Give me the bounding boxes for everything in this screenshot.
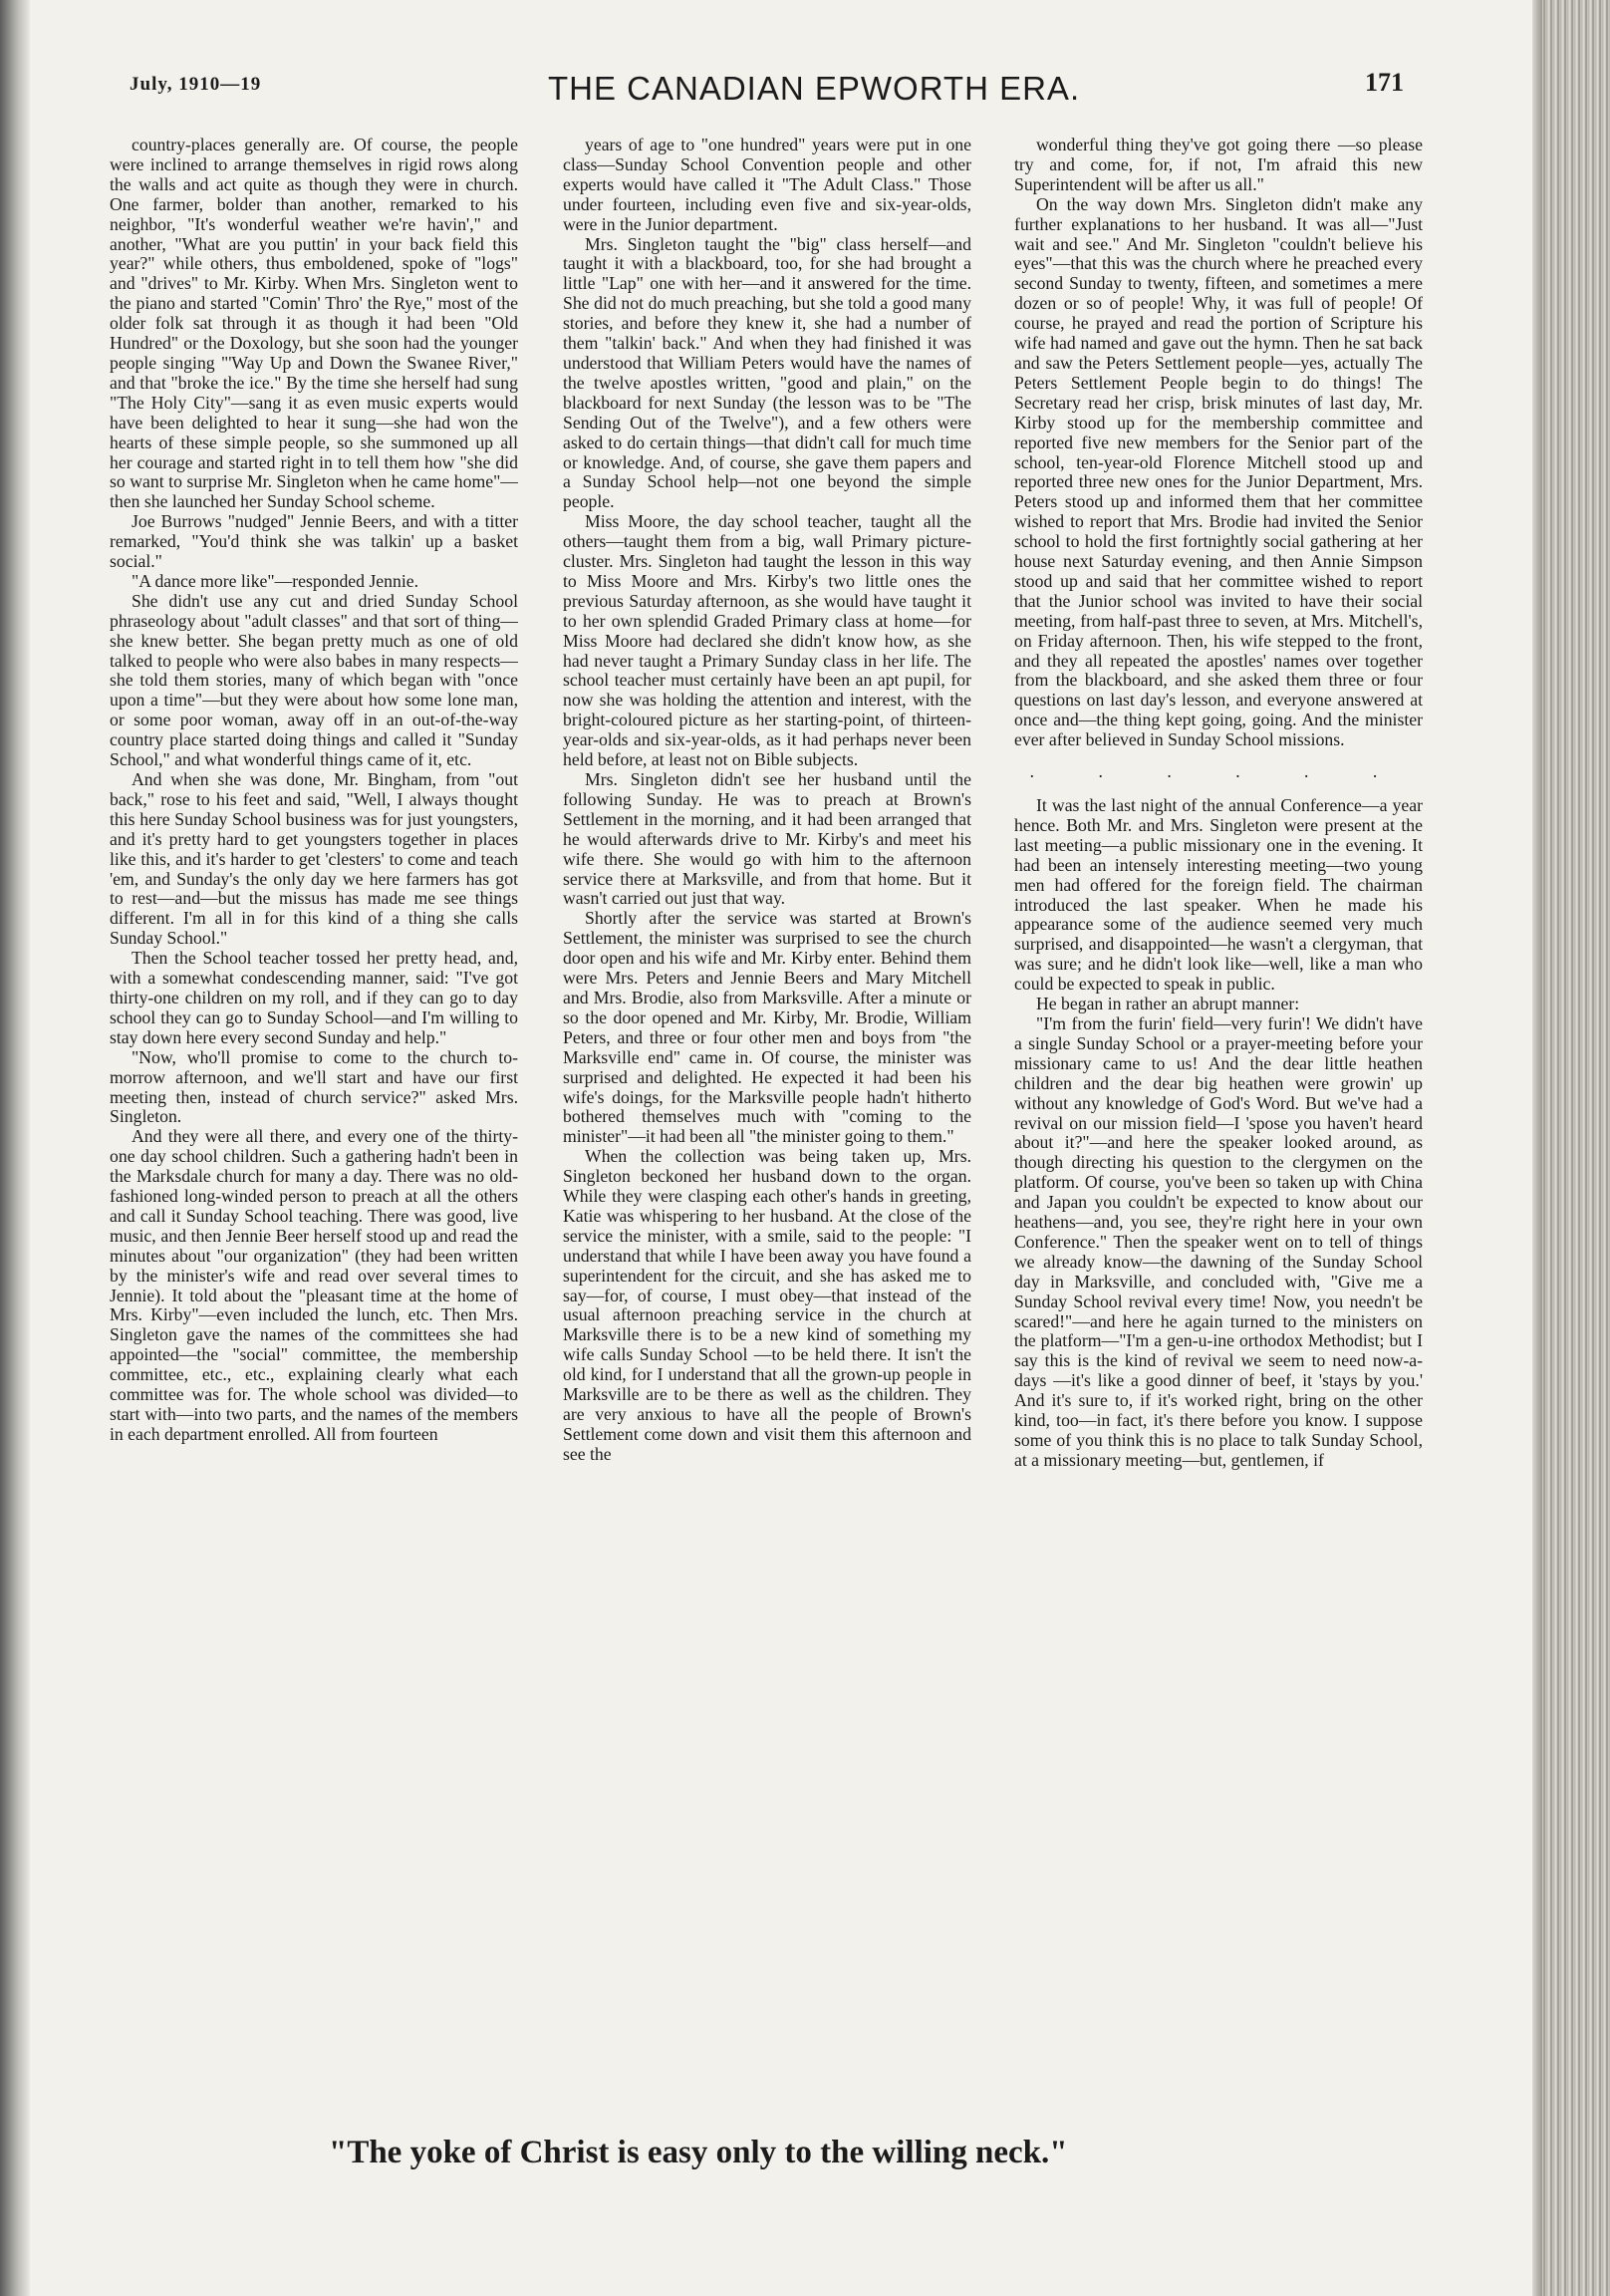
- paragraph: He began in rather an abrupt manner:: [1036, 994, 1300, 1014]
- paragraph: Then the School teacher tossed her pretty head, and, with a somewhat condescending manner, said: "I've got thirty-one children on my roll, and if they can go to day school they can go to Sunday School—and I'm willing to stay down here every second Sunday and help.": [110, 948, 518, 1047]
- paragraph: When the collection was being taken up, Mrs. Singleton beckoned her husband down to the organ. While they were clasping each other's hands in greeting, Katie was whispering to her husband. At the close of the service the minister, with a smile, said to the people: "I understand that while I have been away you have found a superintendent for the circuit, and she has asked me to say—for, of course, I must obey—that instead of the usual afternoon preaching service in the church at Marksville there is to be a new kind of something my wife calls Sunday School —to be held there. It isn't the old kind, for I understand that all the grown-up people in Marksville are to be there as well as the children. They are very anxious to have all the people of Brown's Settlement come down and visit them this afternoon and see the: [563, 1146, 971, 1464]
- paragraph: years of age to "one hundred" years were put in one class—Sunday School Convention people and other experts would have called it "The Adult Class." Those under fourteen, including even five and six-year-olds, were in the Junior department.: [563, 136, 971, 234]
- section-break-dots: . . . . . .: [1029, 761, 1408, 782]
- paragraph: "Now, who'll promise to come to the church to-morrow afternoon, and we'll start and have our first meeting then, instead of church service?" asked Mrs. Singleton.: [110, 1046, 518, 1127]
- book-binding-left: [0, 0, 30, 2296]
- footer-motto: "The yoke of Christ is easy only to the willing neck.": [329, 2135, 1068, 2170]
- paragraph: country-places generally are. Of course, the people were inclined to arrange themselves in rigid rows along the walls and act quite as though they were in church. One farmer, bolder than another, remarked to his neighbor, "It's wonderful weather we're havin'," and another, "What are you puttin' in your back field this year?" while others, thus emboldened, spoke of "logs" and "drives" to Mr. Kirby. When Mrs. Singleton went to the piano and started "Comin' Thro' the Rye," most of the older folk sat through it as though it had been "Old Hundred" or the Doxology, but she soon had the younger people singing "'Way Up and Down the Swanee River," and that "broke the ice." By the time she herself had sung "The Holy City"—sang it as even music experts would have been delighted to hear it sung—she had won the hearts of these simple people, so she summoned up all her courage and started right in to tell them how "she did so want to surprise Mr. Singleton when he came home"—then she launched her Sunday School scheme.: [110, 136, 518, 512]
- paragraph: Shortly after the service was started at Brown's Settlement, the minister was surprised to see the church door open and his wife and Mr. Kirby enter. Behind them were Mrs. Peters and Jennie Beers and Mary Mitchell and Mrs. Brodie, also from Marksville. After a minute or so the door opened and Mr. Kirby, Mr. Brodie, William Peters, and three or four other men and boys from "the Marksville end" came in. Of course, the minister was surprised and delighted. He expected it had been his wife's doings, for the Marksville people hadn't hitherto bothered themselves much with "coming to the minister"—it had been all "the minister going to them.": [563, 908, 971, 1147]
- paragraph: "I'm from the furin' field—very furin'! We didn't have a single Sunday School or a prayer-meeting before your missionary came to us! And the dear little heathen children and the dear big heathen were growin' up without any knowledge of God's Word. But we've had a revival on our mission field—I 'spose you haven't heard about it?"—and here the speaker looked around, as though directing his question to the clergymen on the platform. Of course, you've been so taken up with China and Japan you couldn't be expected to know about our heathens—and, you see, they're right here in your own Conference." Then the speaker went on to tell of things we already know—the dawning of the Sunday School day in Marksville, and concluded with, "Give me a Sunday School revival every time! Now, you needn't be scared!"—and here he again turned to the ministers on the platform—"I'm a gen-u-ine orthodox Methodist; but I say this is the kind of revival we seem to need now-a-days —it's like a good dinner of beef, it 'stays by you.' And it's sure to, if it's worked right, bring on the other kind, too—in fact, it's there before you know. I suppose some of you think this is no place to talk Sunday School, at a missionary meeting—but, gentlemen, if: [1014, 1012, 1423, 1470]
- paragraph: wonderful thing they've got going there —so please try and come, for, if not, I'm afraid this new Superintendent will be after us all.": [1014, 136, 1423, 194]
- magazine-page: [30, 0, 1532, 2296]
- text-column-3: [1014, 136, 1423, 2114]
- publication-title: THE CANADIAN EPWORTH ERA.: [548, 70, 1081, 107]
- book-page-edges: [1532, 0, 1610, 2296]
- paragraph: On the way down Mrs. Singleton didn't make any further explanations to her husband. It was all—"Just wait and see." And Mr. Singleton "couldn't believe his eyes"—that this was the church where he preached every second Sunday to twenty, fifteen, and sometimes a mere dozen or so of people! Why, it was full of people! Of course, he prayed and read the portion of Scripture his wife had named and gave out the hymn. Then he sat back and saw the Peters Settlement people—yes, actually The Peters Settlement People begin to do things! The Secretary read her crisp, brisk minutes of last day, Mr. Kirby stood up for the membership committee and reported five new members for the Senior part of the school, ten-year-old Florence Mitchell stood up and reported three new ones for the Junior Department, Mrs. Peters stood up and informed them that her committee wished to report that Mrs. Brodie had invited the Senior school to hold the first fortnightly social gathering at her house next Saturday evening, and then Annie Simpson stood up and said that her committee wished to report that the Junior school was invited to have their social meeting, from half-past three to seven, at Mrs. Mitchell's, on Friday afternoon. Then, his wife stepped to the front, and they all repeated the apostles' names over together from the blackboard, and she asked them three or four questions on last day's lesson, and everyone answered at once and—the thing kept going, going. And the minister ever after believed in Sunday School missions.: [1014, 193, 1423, 750]
- paragraph: And they were all there, and every one of the thirty-one day school children. Such a gathering hadn't been in the Marksdale church for many a day. There was no old-fashioned long-winded person to preach at all the others and call it Sunday School teaching. There was good, live music, and then Jennie Beer herself stood up and read the minutes about "our organization" (they had been written by the minister's wife and read over several times to Jennie). It told about the "pleasant time at the home of Mrs. Kirby"—even included the lunch, etc. Then Mrs. Singleton gave the names of the committees she had appointed—the "social" committee, the membership committee, etc., etc., explaining clearly what each committee was for. The whole school was divided—to start with—into two parts, and the names of the members in each department enrolled. All from fourteen: [110, 1126, 518, 1444]
- paragraph: "A dance more like"—responded Jennie.: [132, 570, 419, 591]
- paragraph: Mrs. Singleton didn't see her husband until the following Sunday. He was to preach at Brown's Settlement in the morning, and it had been arranged that he would afterwards drive to Mr. Kirby's and meet his wife there. She would go with him to the afternoon service there at Marksville, and from that home. But it wasn't carried out just that way.: [563, 769, 971, 909]
- paragraph: And when she was done, Mr. Bingham, from "out back," rose to his feet and said, "Well, I always thought this here Sunday School business was for just youngsters, and it's pretty hard to get youngsters together in places like this, and it's harder to get 'clesters' to come and teach 'em, and Sunday's the only day we here farmers has got to rest—and—but the missus has made me see things different. I'm all in for this kind of a thing she calls Sunday School.": [110, 769, 518, 949]
- paragraph: She didn't use any cut and dried Sunday School phraseology about "adult classes" and that sort of thing—she knew better. She began pretty much as one of old talked to people who were also babes in many respects—she told them stories, many of which began with "once upon a time"—but they were about how some lone man, or some poor woman, away off in an out-of-the-way country place started doing things and called it "Sunday School," and what wonderful things came of it, etc.: [110, 590, 518, 770]
- page-number: 171: [1365, 68, 1404, 97]
- text-column-1: [110, 136, 518, 2114]
- issue-date: July, 1910—19: [130, 74, 262, 95]
- paragraph: It was the last night of the annual Conference—a year hence. Both Mr. and Mrs. Singleton were present at the last meeting—a public missionary one in the evening. It had been an intensely interesting meeting—two young men had offered for the foreign field. The chairman introduced the last speaker. When he made his appearance some of the audience seemed very much surprised, and disappointed—he wasn't a clergyman, that was sure; and he didn't look like—well, like a man who could be expected to speak in public.: [1014, 795, 1423, 995]
- paragraph: Miss Moore, the day school teacher, taught all the others—taught them from a big, wall Primary picture-cluster. Mrs. Singleton had taught the lesson in this way to Miss Moore and Mrs. Kirby's two little ones the previous Saturday afternoon, as she would have taught it to her own splendid Graded Primary class at home—for Miss Moore had declared she didn't know how, as she had never taught a Primary Sunday class in her life. The school teacher must certainly have been an apt pupil, for now she was holding the attention and interest, with the bright-coloured picture as her starting-point, of thirteen-year-olds and six-year-olds, as it had perhaps never been held before, at least not on Bible subjects.: [563, 511, 971, 770]
- paragraph: Joe Burrows "nudged" Jennie Beers, and with a titter remarked, "You'd think she was talkin' up a basket social.": [110, 511, 518, 572]
- paragraph: Mrs. Singleton taught the "big" class herself—and taught it with a blackboard, too, for she had brought a little "Lap" one with her—and it answered for the time. She did not do much preaching, but she told a good many stories, and before they knew it, she had a number of them "talkin' back." And when they had finished it was understood that William Peters would have the names of the twelve apostles written, "good and plain," on the blackboard for next Sunday (the lesson was to be "The Sending Out of the Twelve"), and a few others were asked to do certain things—that didn't call for much time or knowledge. And, of course, she gave them papers and a Sunday School help—not one beyond the simple people.: [563, 233, 971, 512]
- text-column-2: [563, 136, 971, 2114]
